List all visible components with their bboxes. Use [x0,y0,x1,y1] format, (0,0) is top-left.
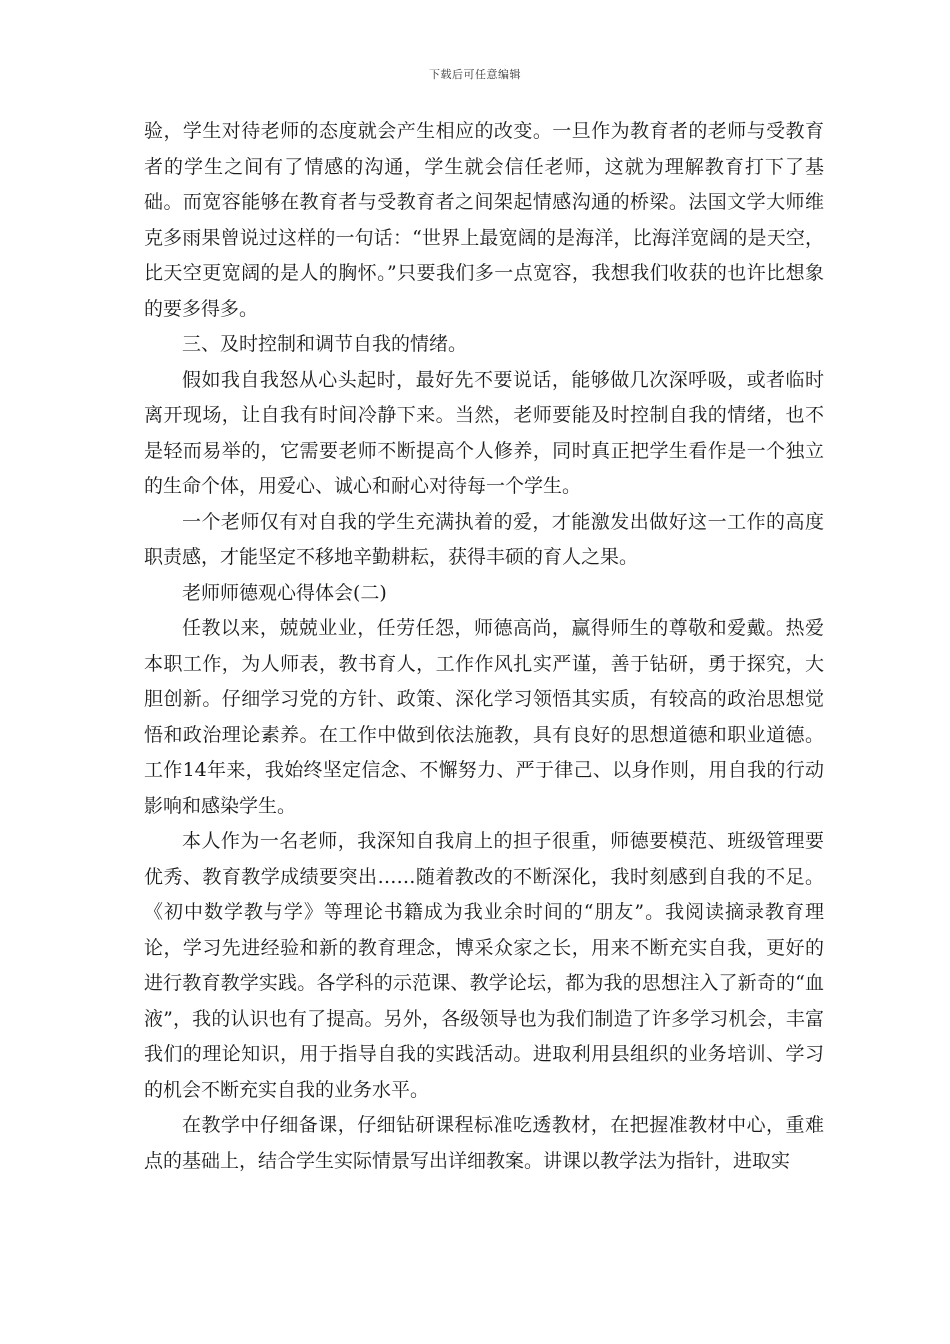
paragraph: 一个老师仅有对自我的学生充满执着的爱，才能激发出做好这一工作的高度职责感，才能坚定不移地辛勤耕耘，获得丰硕的育人之果。 [144,510,824,568]
page-header: 下载后可任意编辑 [429,68,521,81]
section-heading: 三、及时控制和调节自我的情绪。 [182,333,468,355]
article-title: 老师师德观心得体会(二) [182,581,387,604]
paragraph: 验，学生对待老师的态度就会产生相应的改变。一旦作为教育者的老师与受教育者的学生之间有了情感的沟通，学生就会信任老师，这就为理解教育打下了基础。而宽容能够在教育者与受教育者之间架起情感沟通的桥梁。法国文学大师维克多雨果曾说过这样的一句话：“世界上最宽阔的是海洋，比海洋宽阔的是天空，比天空更宽阔的是人的胸怀。”只要我们多一点宽容，我想我们收获的也许比想象的要多得多。 [144,120,824,320]
paragraph: 假如我自我怒从心头起时，最好先不要说话，能够做几次深呼吸，或者临时离开现场，让自我有时间冷静下来。当然，老师要能及时控制自我的情绪，也不是轻而易举的，它需要老师不断提高个人修养，同时真正把学生看作是一个独立的生命个体，用爱心、诚心和耐心对待每一个学生。 [144,368,824,497]
paragraph: 在教学中仔细备课，仔细钻研课程标准吃透教材，在把握准教材中心，重难点的基础上，结合学生实际情景写出详细教案。讲课以教学法为指针，进取实 [144,1114,824,1172]
document-body [144,114,824,1179]
paragraph: 本人作为一名老师，我深知自我肩上的担子很重，师德要模范、班级管理要优秀、教育教学成绩要突出……随着教改的不断深化，我时刻感到自我的不足。《初中数学教与学》等理论书籍成为我业余时间的“朋友”。我阅读摘录教育理论，学习先进经验和新的教育理念，博采众家之长，用来不断充实自我，更好的进行教育教学实践。各学科的示范课、教学论坛，都为我的思想注入了新奇的“血液”，我的认识也有了提高。另外，各级领导也为我们制造了许多学习机会，丰富我们的理论知识，用于指导自我的实践活动。进取利用县组织的业务培训、学习的机会不断充实自我的业务水平。 [144,830,824,1101]
paragraph: 任教以来，兢兢业业，任劳任怨，师德高尚，赢得师生的尊敬和爱戴。热爱本职工作，为人师表，教书育人，工作作风扎实严谨，善于钻研，勇于探究，大胆创新。仔细学习党的方针、政策、深化学习领悟其实质，有较高的政治思想觉悟和政治理论素养。在工作中做到依法施教，具有良好的思想道德和职业道德。工作14年来，我始终坚定信念、不懈努力、严于律己、以身作则，用自我的行动影响和感染学生。 [144,617,824,817]
